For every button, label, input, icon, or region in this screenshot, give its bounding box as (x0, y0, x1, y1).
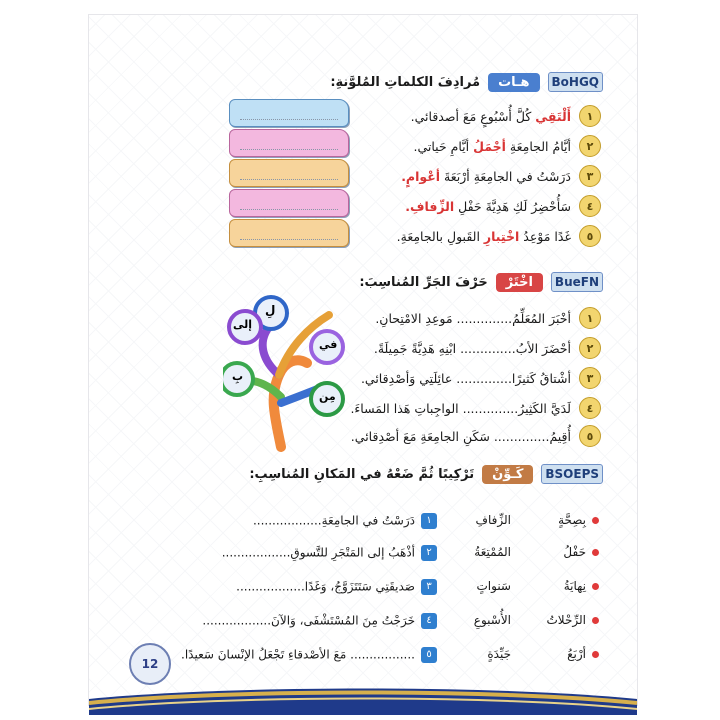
tree-word: إلى (233, 318, 253, 331)
item-number: ٥ (579, 425, 601, 447)
col-mid-item: جَيِّدَةٍ (487, 647, 511, 661)
item-number: ٤ (579, 397, 601, 419)
section1-title: مُرادِفَ الكلماتِ المُلوَّنةِ: (330, 74, 481, 90)
s1-item-5: ٥ غَدًا مَوْعِدُ اخْتِبارِ القَبولِ بالجامِعَةِ. (397, 225, 601, 247)
s2-item-3: ٣ أشْتاقُ كَثيرًا.............. عائِلَتِي وَأصْدِقائي. (361, 367, 601, 389)
section2-tagword: اخْتَرْ (496, 273, 543, 292)
preposition-tree (223, 287, 353, 457)
page-number: 12 (129, 643, 171, 685)
answer-box-5[interactable] (229, 219, 349, 247)
sentence-5: ٥................. مَعَ الأصْدقاءِ تَجْعَلُ الإنْسانَ سَعيدًا. (137, 647, 437, 663)
col-mid-item: الزِّفافِ (475, 513, 511, 527)
sentence-4: ٤خَرَجْتُ مِنَ المُسْتَشْفَى، وَالآنَ.................. (177, 613, 437, 629)
section2-title: حَرْفَ الجَرِّ المُناسِبَ: (359, 274, 488, 290)
item-number: ٣ (579, 367, 601, 389)
item-number: ٣ (579, 165, 601, 187)
item-number: ٤ (579, 195, 601, 217)
section3-header (249, 463, 603, 485)
section2-header (359, 271, 603, 293)
col-right-item: بِصِحَّةٍ (529, 513, 599, 527)
s1-item-2: ٢ أيَّامُ الجامِعَةِ أجْمَلُ أيَّامِ حَياتي. (413, 135, 601, 157)
col-mid-item: الأُسْبوعِ (473, 613, 511, 627)
section1-header (330, 71, 603, 93)
tree-word: مِن (319, 390, 336, 403)
tree-word: في (319, 338, 338, 351)
footer-ornament (89, 685, 637, 715)
col-mid-item: المُمْتِعَةُ (474, 545, 511, 559)
section3-tagword: كَـوِّنْ (482, 465, 533, 484)
col-right-item: الرِّحْلاتُ (529, 613, 599, 627)
item-number: ٥ (579, 225, 601, 247)
col-mid-item: سَنواتٍ (476, 579, 511, 593)
section3-tag: BSOEPS (541, 464, 603, 484)
answer-box-2[interactable] (229, 129, 349, 157)
sentence-3: ٣صَديقَتِي سَتَتَزَوَّجُ، وَغَدًا.................. (177, 579, 437, 595)
answer-box-4[interactable] (229, 189, 349, 217)
item-number: ١ (579, 105, 601, 127)
s1-item-3: ٣ دَرَسْتُ في الجامِعَةِ أرْبَعَةَ أعْوامٍ. (401, 165, 601, 187)
section1-tag: BoHGQ (548, 72, 603, 92)
answer-box-3[interactable] (229, 159, 349, 187)
col-right-item: حَفْلُ (529, 545, 599, 559)
answer-box-1[interactable] (229, 99, 349, 127)
col-right-item: نِهايَةُ (529, 579, 599, 593)
section1-tagword: هـات (488, 73, 539, 92)
workbook-page (88, 14, 638, 706)
section3-title: تَرْكِيبًا ثُمَّ ضَعْهُ في المَكانِ المُناسِبِ: (249, 466, 475, 482)
s2-item-4: ٤ لَدَيَّ الكَثِيرُ.............. الواجِباتِ هَذا المَساءَ. (350, 397, 601, 419)
col-right-item: أرْبَعُ (529, 647, 599, 661)
sentence-1: ١دَرَسْتُ في الجامِعَةِ.................. (177, 513, 437, 529)
s2-item-2: ٢ أحْضَرَ الأبُ.............. ابْنِهِ هَدِيَّةً جَمِيلَةً. (374, 337, 601, 359)
section2-tag: BueFN (551, 272, 603, 292)
s2-item-5: ٥ أُقِيمُ.............. سَكَنِ الجامِعَةِ مَعَ أصْدِقائي. (351, 425, 601, 447)
item-number: ٢ (579, 135, 601, 157)
s1-item-4: ٤ سَأُحْضِرُ لَكِ هَدِيَّةَ حَفْلِ الزِّفافِ. (405, 195, 601, 217)
sentence-2: ٢أذْهَبُ إلى المَتْجَرِ للتَّسوقِ.................. (177, 545, 437, 561)
tree-word: بِ (232, 370, 244, 383)
item-number: ١ (579, 307, 601, 329)
item-number: ٢ (579, 337, 601, 359)
s1-item-1: ١ أَلْتَقِي كُلَّ أُسْبُوعٍ مَعَ أصدقائي. (411, 105, 601, 127)
tree-word: لِ (265, 303, 276, 317)
s2-item-1: ١ أخْبَرَ المُعَلِّمُ.............. مَوعِدِ الامْتِحانِ. (375, 307, 601, 329)
